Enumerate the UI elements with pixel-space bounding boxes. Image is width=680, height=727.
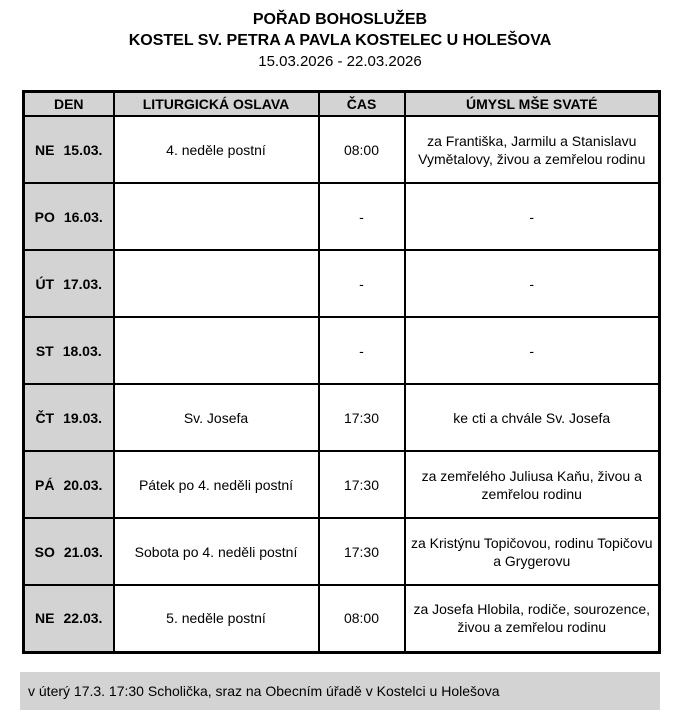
day-cell <box>24 384 114 451</box>
day-cell <box>24 518 114 585</box>
day-abbreviation: SO <box>34 543 55 560</box>
time-cell: - <box>319 317 405 384</box>
intention-cell: za Kristýnu Topičovou, rodinu Topičovu a Grygerovu <box>405 518 660 585</box>
church-name: KOSTEL SV. PETRA A PAVLA KOSTELEC U HOLEŠOVA <box>128 32 552 49</box>
celebration-cell: 4. neděle postní <box>114 116 319 183</box>
table-row <box>24 183 660 250</box>
day-date: 18.03. <box>62 342 102 359</box>
column-header-liturgicka-oslava: LITURGICKÁ OSLAVA <box>114 92 319 117</box>
intention-cell: ke cti a chvále Sv. Josefa <box>405 384 660 451</box>
date-range: 15.03.2026 - 22.03.2026 <box>258 53 422 70</box>
page-title: POŘAD BOHOSLUŽEB <box>252 11 428 28</box>
intention-cell: za Františka, Jarmilu a Stanislavu Vymětalovy, živou a zemřelou rodinu <box>405 116 660 183</box>
day-date: 22.03. <box>63 610 103 627</box>
day-abbreviation: ÚT <box>35 275 55 292</box>
day-cell <box>24 317 114 384</box>
celebration-cell: Sobota po 4. neděli postní <box>114 518 319 585</box>
day-abbreviation: ST <box>35 342 54 359</box>
day-cell <box>24 451 114 518</box>
announcement-text: v úterý 17.3. 17:30 Scholička, sraz na Obecním úřadě v Kostelci u Holešova <box>28 683 500 699</box>
day-abbreviation: NE <box>35 610 55 627</box>
time-cell: - <box>319 250 405 317</box>
day-cell <box>24 183 114 250</box>
day-date: 15.03. <box>63 141 103 158</box>
celebration-cell <box>114 317 319 384</box>
time-cell: 17:30 <box>319 451 405 518</box>
time-cell: 08:00 <box>319 116 405 183</box>
table-row <box>24 518 660 585</box>
table-row <box>24 116 660 183</box>
time-cell: 17:30 <box>319 518 405 585</box>
intention-cell: - <box>405 317 660 384</box>
day-abbreviation: PO <box>34 208 55 225</box>
time-cell: - <box>319 183 405 250</box>
celebration-cell <box>114 250 319 317</box>
column-header-den: DEN <box>24 92 114 117</box>
celebration-cell <box>114 183 319 250</box>
celebration-cell: 5. neděle postní <box>114 585 319 652</box>
day-date: 16.03. <box>63 208 103 225</box>
table-row <box>24 250 660 317</box>
intention-cell: za Josefa Hlobila, rodiče, sourozence, živou a zemřelou rodinu <box>405 585 660 652</box>
announcement-bar <box>20 672 660 710</box>
table-row <box>24 317 660 384</box>
intention-cell: za zemřelého Juliusa Kaňu, živou a zemřelou rodinu <box>405 451 660 518</box>
table-row <box>24 451 660 518</box>
intention-cell: - <box>405 183 660 250</box>
celebration-cell: Sv. Josefa <box>114 384 319 451</box>
column-header-cas: ČAS <box>319 92 405 117</box>
time-cell: 08:00 <box>319 585 405 652</box>
table-row <box>24 585 660 652</box>
day-cell <box>24 585 114 652</box>
title-block <box>0 0 680 73</box>
day-abbreviation: ČT <box>35 409 55 426</box>
table-row <box>24 384 660 451</box>
day-date: 19.03. <box>63 409 103 426</box>
day-abbreviation: PÁ <box>35 476 55 493</box>
column-header-umysl-mse-svate: ÚMYSL MŠE SVATÉ <box>405 92 660 117</box>
celebration-cell: Pátek po 4. neděli postní <box>114 451 319 518</box>
day-date: 20.03. <box>63 476 103 493</box>
table-header-row <box>24 92 660 117</box>
day-cell <box>24 250 114 317</box>
day-date: 17.03. <box>63 275 103 292</box>
time-cell: 17:30 <box>319 384 405 451</box>
day-date: 21.03. <box>63 543 103 560</box>
intention-cell: - <box>405 250 660 317</box>
schedule-table <box>22 90 661 654</box>
day-abbreviation: NE <box>35 141 55 158</box>
day-cell <box>24 116 114 183</box>
